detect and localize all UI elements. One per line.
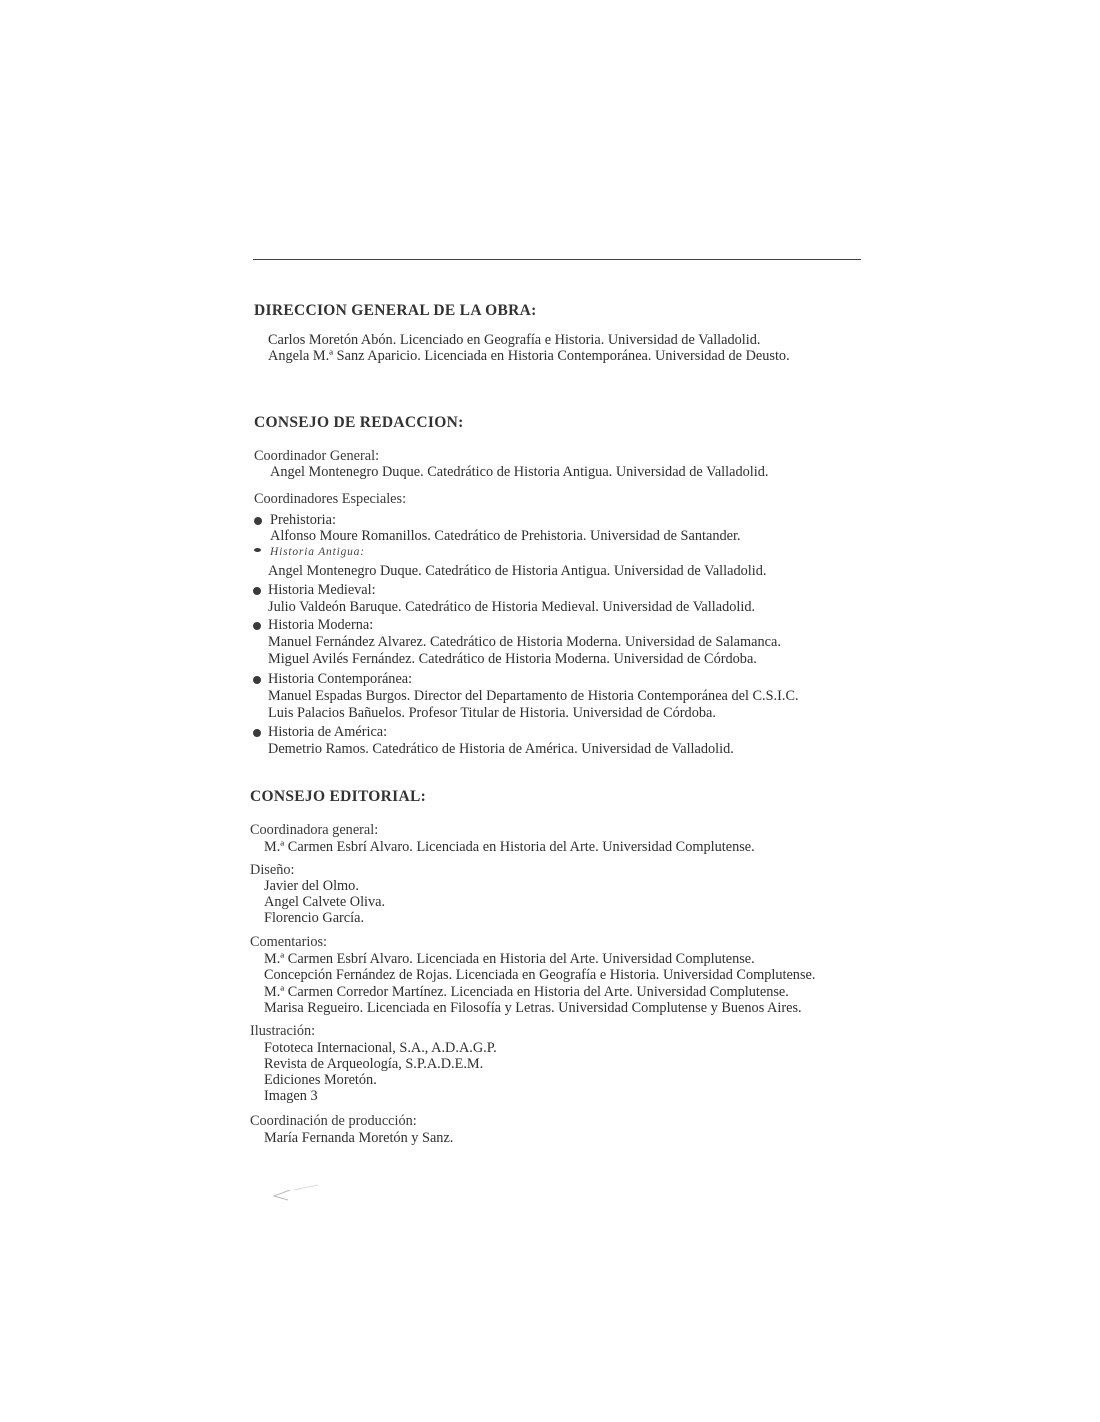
diseno-entry: Florencio García. bbox=[264, 910, 365, 926]
section-heading-direccion: DIRECCION GENERAL DE LA OBRA: bbox=[254, 302, 537, 319]
coordinadora-general-label: Coordinadora general: bbox=[250, 822, 379, 838]
produccion-entry: María Fernanda Moretón y Sanz. bbox=[264, 1130, 454, 1146]
direccion-line: Angela M.ª Sanz Aparicio. Licenciada en Historia Contemporánea. Universidad de Deusto. bbox=[268, 348, 790, 364]
area-title: Historia Antigua: bbox=[270, 546, 365, 558]
area-title: Historia de América: bbox=[268, 724, 388, 740]
area-title: Historia Medieval: bbox=[268, 582, 376, 598]
section-heading-editorial: CONSEJO EDITORIAL: bbox=[250, 788, 427, 805]
bullet-icon bbox=[253, 622, 261, 630]
area-person: Alfonso Moure Romanillos. Catedrático de Prehistoria. Universidad de Santander. bbox=[270, 528, 741, 544]
comentarios-entry: Marisa Regueiro. Licenciada en Filosofía y Letras. Universidad Complutense y Buenos Aires. bbox=[264, 1000, 802, 1016]
area-title: Historia Moderna: bbox=[268, 617, 374, 633]
area-title: Prehistoria: bbox=[270, 512, 336, 528]
area-person: Angel Montenegro Duque. Catedrático de Historia Antigua. Universidad de Valladolid. bbox=[268, 563, 767, 579]
diseno-entry: Angel Calvete Oliva. bbox=[264, 894, 386, 910]
comentarios-entry: M.ª Carmen Esbrí Alvaro. Licenciada en Historia del Arte. Universidad Complutense. bbox=[264, 951, 755, 967]
area-person: Demetrio Ramos. Catedrático de Historia de América. Universidad de Valladolid. bbox=[268, 741, 734, 757]
comentarios-entry: Concepción Fernández de Rojas. Licenciada en Geografía e Historia. Universidad Complutense. bbox=[264, 967, 816, 983]
top-rule bbox=[253, 259, 861, 260]
bullet-icon bbox=[253, 676, 261, 684]
area-person: Julio Valdeón Baruque. Catedrático de Historia Medieval. Universidad de Valladolid. bbox=[268, 599, 756, 615]
direccion-line: Carlos Moretón Abón. Licenciado en Geografía e Historia. Universidad de Valladolid. bbox=[268, 332, 761, 348]
coordinadores-especiales-label: Coordinadores Especiales: bbox=[254, 491, 407, 507]
pencil-mark-icon bbox=[272, 1184, 322, 1208]
area-person: Manuel Espadas Burgos. Director del Departamento de Historia Contemporánea del C.S.I.C. bbox=[268, 688, 799, 704]
area-person: Luis Palacios Bañuelos. Profesor Titular de Historia. Universidad de Córdoba. bbox=[268, 705, 716, 721]
ilustracion-entry: Fototeca Internacional, S.A., A.D.A.G.P. bbox=[264, 1040, 497, 1056]
coordinador-general-label: Coordinador General: bbox=[254, 448, 380, 464]
ilustracion-entry: Revista de Arqueología, S.P.A.D.E.M. bbox=[264, 1056, 484, 1072]
area-person: Manuel Fernández Alvarez. Catedrático de Historia Moderna. Universidad de Salamanca. bbox=[268, 634, 781, 650]
produccion-label: Coordinación de producción: bbox=[250, 1113, 417, 1129]
diseno-entry: Javier del Olmo. bbox=[264, 878, 359, 894]
comentarios-label: Comentarios: bbox=[250, 934, 328, 950]
coordinadora-general-entry: M.ª Carmen Esbrí Alvaro. Licenciada en Historia del Arte. Universidad Complutense. bbox=[264, 839, 755, 855]
area-person: Miguel Avilés Fernández. Catedrático de Historia Moderna. Universidad de Córdoba. bbox=[268, 651, 757, 667]
area-title: Historia Contemporánea: bbox=[268, 671, 413, 687]
ilustracion-entry: Ediciones Moretón. bbox=[264, 1072, 377, 1088]
section-heading-redaccion: CONSEJO DE REDACCION: bbox=[254, 414, 464, 431]
bullet-icon bbox=[254, 548, 261, 552]
ilustracion-entry: Imagen 3 bbox=[264, 1088, 318, 1104]
diseno-label: Diseño: bbox=[250, 862, 295, 878]
ilustracion-label: Ilustración: bbox=[250, 1023, 316, 1039]
bullet-icon bbox=[253, 729, 261, 737]
coordinador-general-entry: Angel Montenegro Duque. Catedrático de Historia Antigua. Universidad de Valladolid. bbox=[270, 464, 769, 480]
comentarios-entry: M.ª Carmen Corredor Martínez. Licenciada en Historia del Arte. Universidad Complutense. bbox=[264, 984, 789, 1000]
bullet-icon bbox=[253, 587, 261, 595]
bullet-icon bbox=[254, 517, 262, 525]
